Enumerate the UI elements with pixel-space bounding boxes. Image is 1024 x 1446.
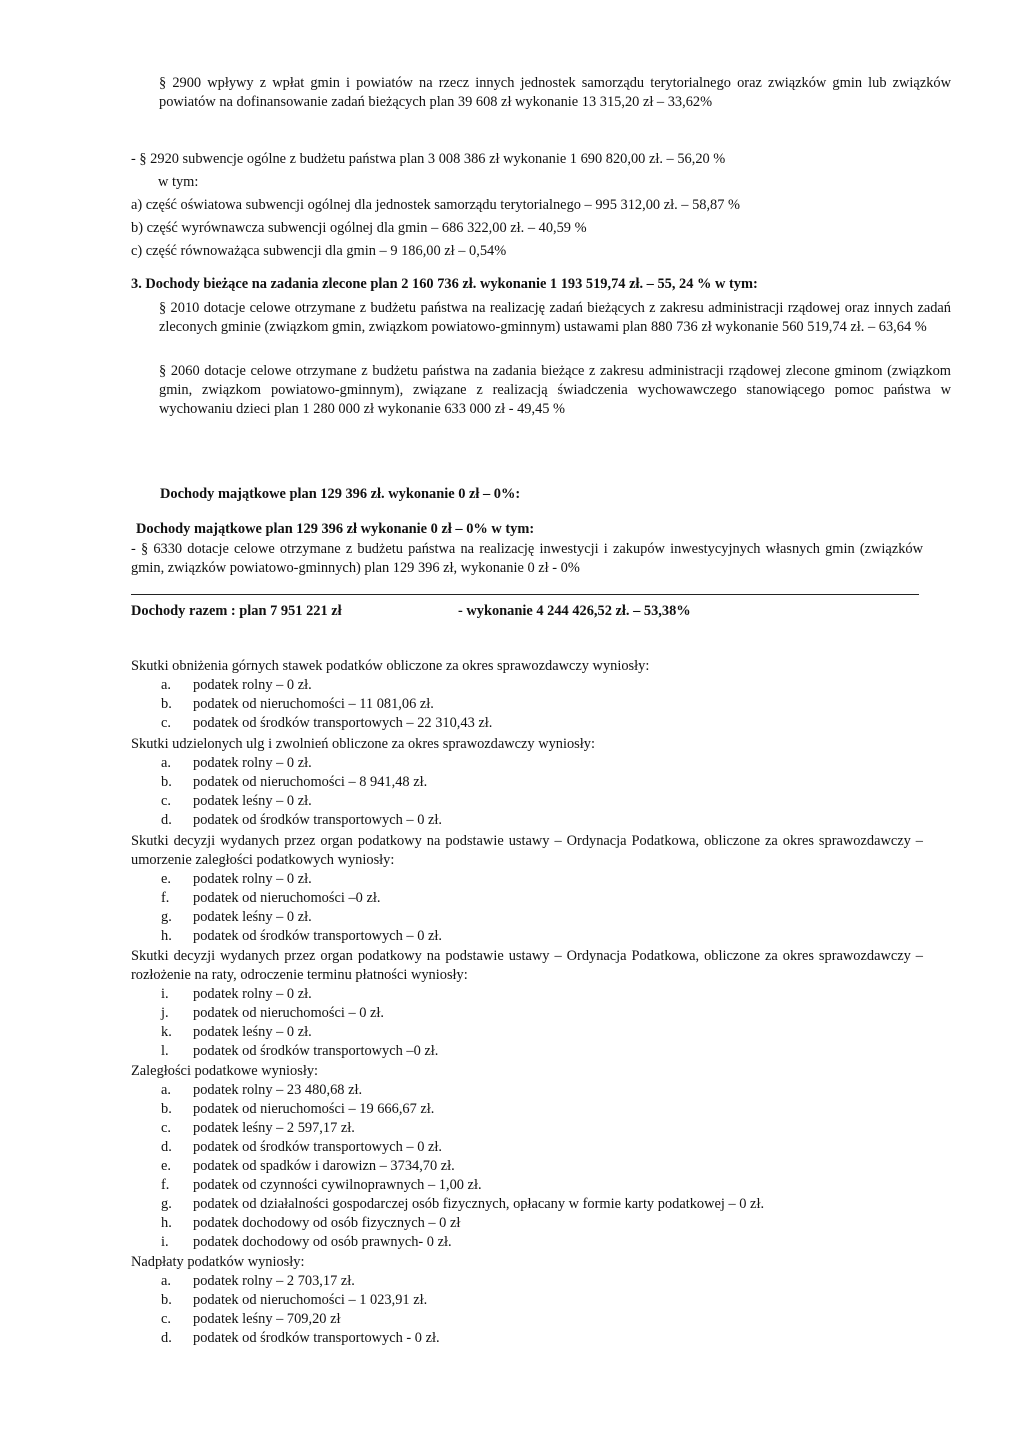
list-item: d. podatek od środków transportowych - 0 zł. (161, 1330, 440, 1346)
paragraph-2900: § 2900 wpływy z wpłat gmin i powiatów na rzecz innych jednostek samorządu terytorialnego oraz związków gmin lub związków powiatów na dofinansowanie zadań bieżących plan 39 608 zł wykonanie 13 315,20 zł – 33,62% (159, 75, 951, 110)
dochody-razem-value: - wykonanie 4 244 426,52 zł. – 53,38% (458, 603, 691, 619)
list-item: h. podatek od środków transportowych – 0 zł. (161, 928, 442, 944)
list-item: g. podatek od działalności gospodarczej osób fizycznych, opłacany w formie karty podatkowej – 0 zł. (161, 1196, 765, 1212)
list-item: b. podatek od nieruchomości – 11 081,06 zł. (161, 696, 434, 712)
list-item: f. podatek od nieruchomości –0 zł. (161, 890, 381, 906)
skutki-ulg-title: Skutki udzielonych ulg i zwolnień obliczone za okres sprawozdawczy wyniosły: (131, 736, 595, 752)
list-item: g. podatek leśny – 0 zł. (161, 909, 312, 925)
skutki-raty-title: Skutki decyzji wydanych przez organ podatkowy na podstawie ustawy – Ordynacja Podatkowa, obliczone za okres sprawozdawczy – rozłożenie na raty, odroczenie terminu płatności wyniosły: (131, 948, 923, 983)
majatkowe-summary: Dochody majątkowe plan 129 396 zł. wykonanie 0 zł – 0%: (160, 486, 521, 502)
paragraph-6330: - § 6330 dotacje celowe otrzymane z budżetu państwa na realizację inwestycji i zakupów inwestycyjnych własnych gmin (związków gmin, związków powiatowo-gminnych) plan 129 396 zł, wykonanie 0 zł - 0% (131, 541, 923, 576)
list-item: c. podatek od środków transportowych – 22 310,43 zł. (161, 715, 493, 731)
list-item: j. podatek od nieruchomości – 0 zł. (161, 1005, 385, 1021)
skutki-umorzenie-list (131, 870, 442, 946)
paragraph-2060: § 2060 dotacje celowe otrzymane z budżetu państwa na zadania bieżące z zakresu administracji rządowej zlecone gminom (związkom gmin, związkom powiatowo-gminnym), związane z realizacją świadczenia wychowawczego stanowiącego pomoc państwa w wychowaniu dzieci plan 1 280 000 zł wykonanie 633 000 zł - 49,45 % (159, 363, 951, 417)
nadplaty-list (131, 1272, 440, 1348)
list-item: a. podatek rolny – 0 zł. (161, 677, 312, 693)
list-item: i. podatek dochodowy od osób prawnych- 0 zł. (161, 1234, 452, 1250)
paragraph-2010: § 2010 dotacje celowe otrzymane z budżetu państwa na realizację zadań bieżących z zakresu administracji rządowej oraz innych zadań zleconych gminie (związkom gmin, związkom powiatowo-gminnym) ustawami plan 880 736 zł wykonanie 560 519,74 zł. – 63,64 % (159, 300, 951, 335)
divider-line (131, 594, 919, 595)
subwencja-c: c) część równoważąca subwencji dla gmin – 9 186,00 zł – 0,54% (131, 243, 507, 259)
list-item: a. podatek rolny – 2 703,17 zł. (161, 1273, 355, 1289)
paragraph-2920: - § 2920 subwencje ogólne z budżetu państwa plan 3 008 386 zł wykonanie 1 690 820,00 zł. – 56,20 % (131, 151, 726, 167)
section-3-title: 3. Dochody bieżące na zadania zlecone plan 2 160 736 zł. wykonanie 1 193 519,74 zł. – 55, 24 % w tym: (131, 276, 758, 292)
subwencja-b: b) część wyrównawcza subwencji ogólnej dla gmin – 686 322,00 zł. – 40,59 % (131, 220, 587, 236)
skutki-ulg-list (131, 754, 442, 830)
list-item: a. podatek rolny – 0 zł. (161, 755, 312, 771)
nadplaty-title: Nadpłaty podatków wyniosły: (131, 1254, 305, 1270)
list-item: i. podatek rolny – 0 zł. (161, 986, 312, 1002)
list-item: c. podatek leśny – 0 zł. (161, 793, 312, 809)
skutki-raty-list (131, 985, 438, 1061)
majatkowe-heading: Dochody majątkowe plan 129 396 zł wykonanie 0 zł – 0% w tym: (136, 521, 535, 537)
list-item: e. podatek rolny – 0 zł. (161, 871, 312, 887)
skutki-umorzenie-title: Skutki decyzji wydanych przez organ podatkowy na podstawie ustawy – Ordynacja Podatkowa, obliczone za okres sprawozdawczy – umorzenie zaległości podatkowych wyniosły: (131, 833, 923, 868)
list-item: d. podatek od środków transportowych – 0 zł. (161, 1139, 442, 1155)
list-item: b. podatek od nieruchomości – 19 666,67 zł. (161, 1101, 435, 1117)
skutki-obnizenia-list (131, 676, 492, 733)
list-item: c. podatek leśny – 2 597,17 zł. (161, 1120, 355, 1136)
list-item: f. podatek od czynności cywilnoprawnych – 1,00 zł. (161, 1177, 482, 1193)
list-item: l. podatek od środków transportowych –0 zł. (161, 1043, 439, 1059)
list-item: a. podatek rolny – 23 480,68 zł. (161, 1082, 363, 1098)
list-item: e. podatek od spadków i darowizn – 3734,70 zł. (161, 1158, 455, 1174)
list-item: k. podatek leśny – 0 zł. (161, 1024, 312, 1040)
skutki-obnizenia-title: Skutki obniżenia górnych stawek podatków obliczone za okres sprawozdawczy wyniosły: (131, 658, 650, 674)
list-item: c. podatek leśny – 709,20 zł (161, 1311, 341, 1327)
zaleglosci-list (131, 1081, 764, 1252)
label-w-tym: w tym: (158, 174, 199, 190)
zaleglosci-title: Zaległości podatkowe wyniosły: (131, 1063, 319, 1079)
list-item: b. podatek od nieruchomości – 8 941,48 zł. (161, 774, 428, 790)
dochody-razem-label: Dochody razem : plan 7 951 221 zł (131, 603, 342, 619)
list-item: b. podatek od nieruchomości – 1 023,91 zł. (161, 1292, 428, 1308)
list-item: d. podatek od środków transportowych – 0 zł. (161, 812, 442, 828)
list-item: h. podatek dochodowy od osób fizycznych – 0 zł (161, 1215, 461, 1231)
subwencja-a: a) część oświatowa subwencji ogólnej dla jednostek samorządu terytorialnego – 995 312,00 zł. – 58,87 % (131, 197, 741, 213)
